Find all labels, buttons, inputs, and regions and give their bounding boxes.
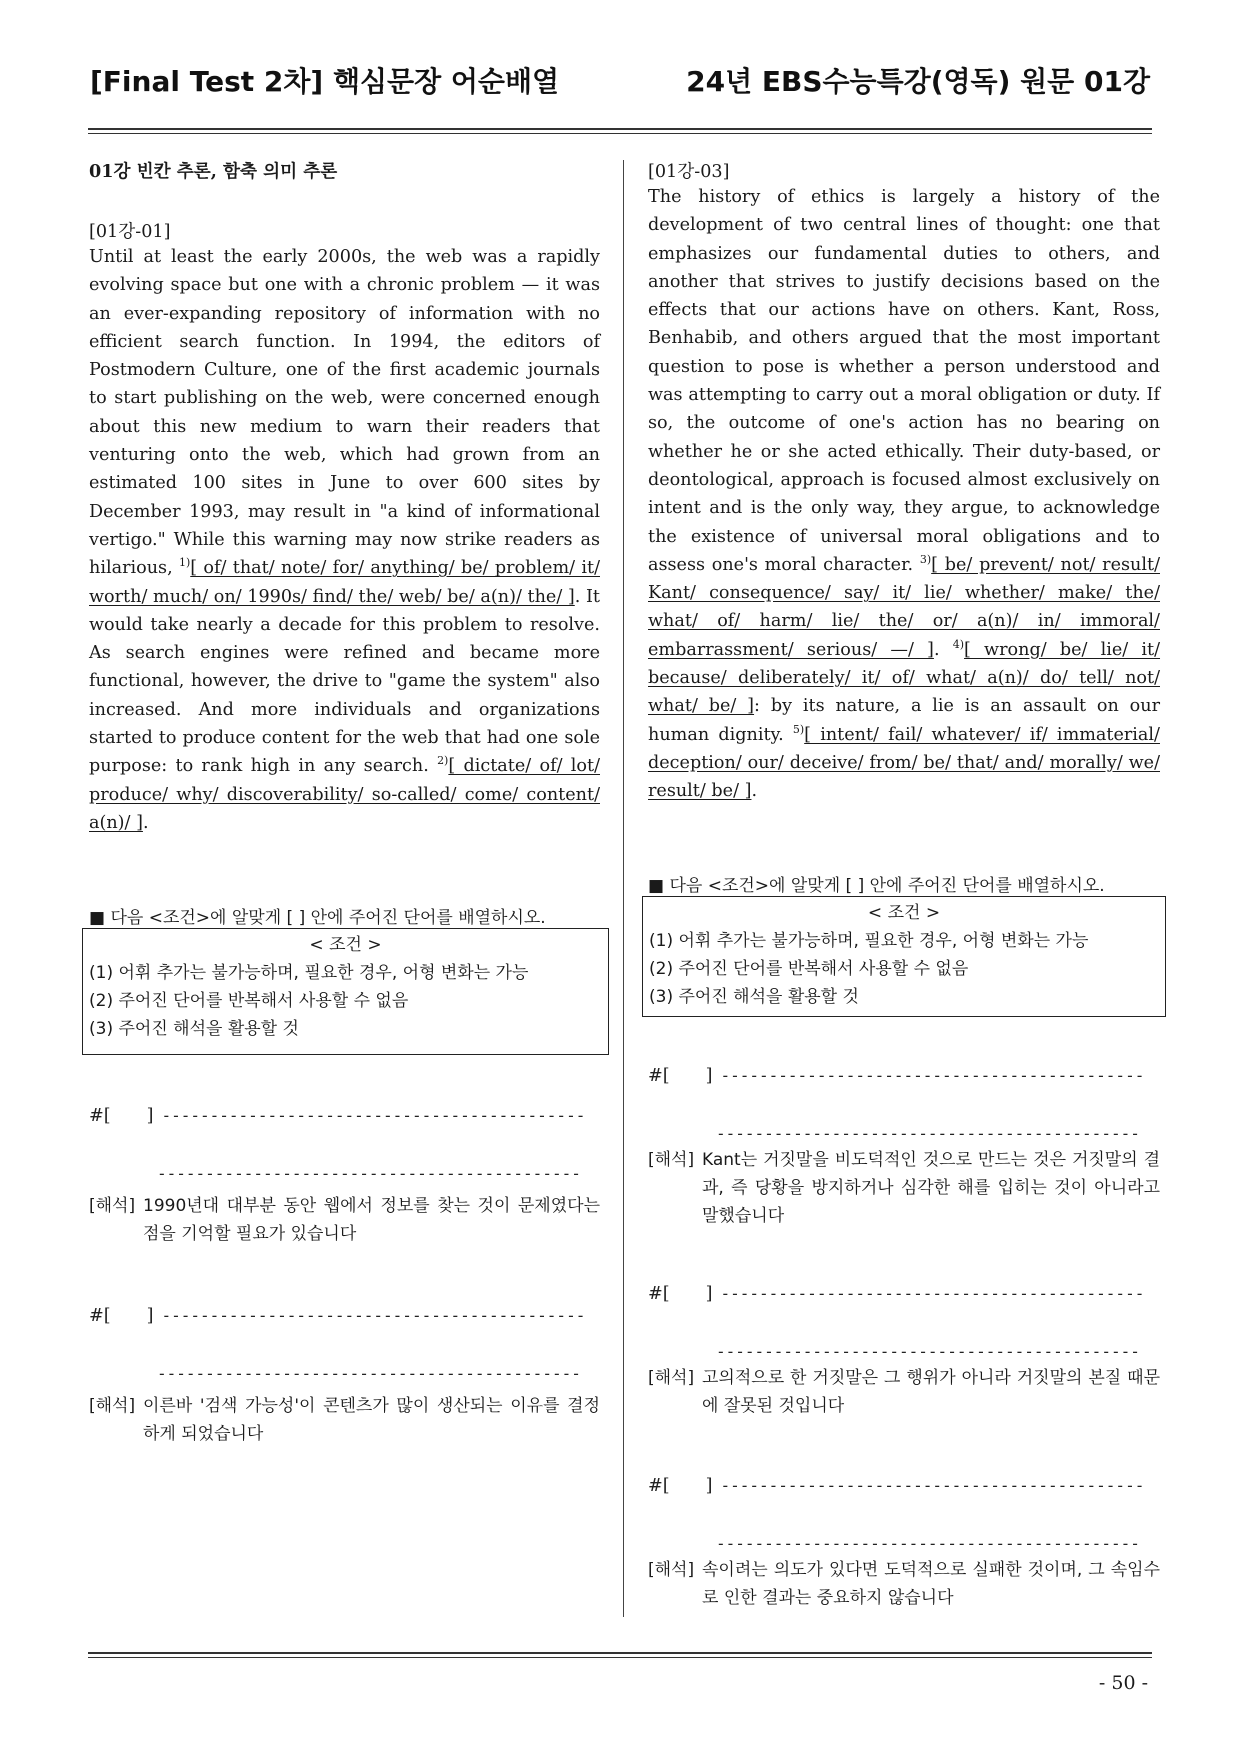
translation-left-2 (89, 1392, 600, 1448)
translation-tag: [해석] (648, 1368, 695, 1388)
passage-right-text-a: The history of ethics is largely a history of the development of two central lines of thought: one that emphasizes our fundamental duties to others, and another that strives to justify decisions based on the effects that our actions have on others. Kant, Ross, Benhabib, and others argued that the most important question to pose is whether a person understood and was attempting to carry out a moral obligation or duty. If so, the outcome of one's action has no bearing on whether he or she acted ethically. Their duty-based, or deontological, approach is focused almost exclusively on intent and is the only way, they argue, to acknowledge the existence of universal moral obligations and to assess one's moral character. (648, 187, 1160, 575)
translation-text: 1990년대 대부분 동안 웹에서 정보를 찾는 것이 문제였다는 점을 기억할 필요가 있습니다 (143, 1196, 600, 1244)
condition-item: (1) 어휘 추가는 불가능하며, 필요한 경우, 어형 변화는 가능 (649, 931, 1089, 951)
passage-left-text-b: . It would take nearly a decade for this problem to resolve. As search engines were refined and became more functional, however, the drive to "game the system" also increased. And more individuals and organizations started to produce content for the web that had one sole purpose: to rank high in any search. (89, 586, 600, 777)
answer-mark-close: ] (705, 1476, 713, 1496)
answer-line-continuation[interactable]: -------------------------------------------- (157, 1164, 581, 1183)
passage-label-right: [01강-03] (648, 162, 730, 182)
header-left-title: [Final Test 2차] 핵심문장 어순배열 (90, 65, 560, 98)
passage-right (648, 183, 1160, 806)
passage-right-text-c: : by its nature, a lie is an assault on our human dignity. (648, 696, 1160, 745)
answer-line-continuation[interactable]: -------------------------------------------- (716, 1342, 1140, 1361)
translation-text: 이른바 '검색 가능성'이 콘텐츠가 많이 생산되는 이유를 결정하게 되었습니다 (143, 1396, 600, 1444)
word-bank-3: [ be/ prevent/ not/ result/ Kant/ consequence/ say/ it/ lie/ whether/ make/ the/ what/ of/ harm/ lie/ the/ or/ a(n)/ in/ immoral/ embarrassment/ serious/ —/ ] (648, 554, 1160, 660)
conditions-box-right (642, 896, 1166, 1017)
footer-rule (88, 1652, 1152, 1654)
condition-item: (2) 주어진 단어를 반복해서 사용할 수 없음 (89, 991, 409, 1011)
answer-line[interactable]: #[ ] -------------------------------------------- (89, 1306, 586, 1326)
header-right-title: 24년 EBS수능특강(영독) 원문 01강 (686, 65, 1150, 98)
conditions-title: < 조건 > (309, 935, 382, 955)
section-title: 01강 빈칸 추론, 함축 의미 추론 (89, 161, 338, 182)
blank-number: 2) (437, 754, 449, 768)
answer-mark-close: ] (146, 1306, 154, 1326)
column-divider (623, 160, 624, 1617)
passage-left (89, 243, 600, 837)
answer-line[interactable]: #[ ] -------------------------------------------- (648, 1066, 1145, 1086)
translation-right-3 (648, 1556, 1160, 1612)
translation-left-1 (89, 1192, 600, 1248)
word-bank-1: [ of/ that/ note/ for/ anything/ be/ problem/ it/ worth/ much/ on/ 1990s/ find/ the/ web/ be/ a(n)/ the/ ] (89, 558, 600, 607)
answer-line-continuation[interactable]: -------------------------------------------- (716, 1534, 1140, 1553)
footer-rule-thin (88, 1657, 1152, 1658)
conditions-title: < 조건 > (867, 903, 941, 923)
word-bank-5: [ intent/ fail/ whatever/ if/ immaterial/ deception/ our/ deceive/ from/ be/ that/ and/ morally/ we/ result/ be/ ] (648, 724, 1160, 802)
answer-line[interactable]: #[ ] -------------------------------------------- (89, 1106, 586, 1126)
passage-left-text-a: Until at least the early 2000s, the web was a rapidly evolving space but one with a chronic problem — it was an ever-expanding repository of information with no efficient search function. In 1994, the editors of Postmodern Culture, one of the first academic journals to start publishing on the web, were concerned enough about this new medium to warn their readers that venturing onto the web, which had grown from an estimated 100 sites in June to over 600 sites by December 1993, may result in "a kind of informational vertigo." While this warning may now strike readers as hilarious, (89, 247, 600, 579)
passage-right-text-d: . (751, 781, 758, 802)
conditions-box-left (82, 928, 609, 1055)
header-rule-thin (88, 133, 1152, 134)
translation-right-1 (648, 1146, 1160, 1230)
instruction-right: ■ 다음 <조건>에 알맞게 [ ] 안에 주어진 단어를 배열하시오. (648, 876, 1105, 896)
answer-line-continuation[interactable]: -------------------------------------------- (716, 1124, 1140, 1143)
answer-mark-close: ] (146, 1106, 154, 1126)
blank-number: 4) (952, 637, 965, 651)
translation-tag: [해석] (648, 1150, 695, 1170)
page-number: - 50 - (1098, 1672, 1148, 1694)
condition-item: (3) 주어진 해석을 활용할 것 (89, 1019, 299, 1039)
header-rule (88, 128, 1152, 130)
answer-mark-close: ] (705, 1284, 713, 1304)
translation-tag: [해석] (89, 1196, 136, 1216)
translation-text: Kant는 거짓말을 비도덕적인 것으로 만드는 것은 거짓말의 결과, 즉 당황을 방지하거나 심각한 해를 입히는 것이 아니라고 말했습니다 (702, 1150, 1160, 1226)
condition-item: (1) 어휘 추가는 불가능하며, 필요한 경우, 어형 변화는 가능 (89, 963, 529, 983)
answer-line[interactable]: #[ ] -------------------------------------------- (648, 1284, 1145, 1304)
answer-mark: #[ (648, 1284, 670, 1304)
answer-mark: #[ (648, 1066, 670, 1086)
passage-right-text-b: . (933, 639, 953, 660)
translation-text: 속이려는 의도가 있다면 도덕적으로 실패한 것이며, 그 속임수로 인한 결과는 중요하지 않습니다 (702, 1560, 1160, 1608)
blank-number: 5) (792, 722, 805, 736)
passage-left-text-c: . (142, 812, 149, 833)
answer-mark: #[ (648, 1476, 670, 1496)
instruction-left: ■ 다음 <조건>에 알맞게 [ ] 안에 주어진 단어를 배열하시오. (89, 908, 546, 928)
translation-tag: [해석] (648, 1560, 695, 1580)
condition-item: (3) 주어진 해석을 활용할 것 (649, 987, 859, 1007)
word-bank-2: [ dictate/ of/ lot/ produce/ why/ discoverability/ so-called/ come/ content/ a(n)/ ] (89, 756, 600, 833)
answer-mark: #[ (89, 1106, 111, 1126)
answer-mark: #[ (89, 1306, 111, 1326)
blank-number: 1) (178, 556, 191, 570)
answer-line[interactable]: #[ ] -------------------------------------------- (648, 1476, 1145, 1496)
translation-text: 고의적으로 한 거짓말은 그 행위가 아니라 거짓말의 본질 때문에 잘못된 것입니다 (702, 1368, 1160, 1416)
condition-item: (2) 주어진 단어를 반복해서 사용할 수 없음 (649, 959, 969, 979)
answer-mark-close: ] (705, 1066, 713, 1086)
translation-right-2 (648, 1364, 1160, 1420)
answer-line-continuation[interactable]: -------------------------------------------- (157, 1364, 581, 1383)
translation-tag: [해석] (89, 1396, 136, 1416)
word-bank-4: [ wrong/ be/ lie/ it/ because/ deliberately/ it/ of/ what/ a(n)/ do/ tell/ not/ what/ be/ ] (648, 639, 1161, 717)
passage-label-left: [01강-01] (89, 222, 171, 242)
blank-number: 3) (919, 553, 932, 566)
